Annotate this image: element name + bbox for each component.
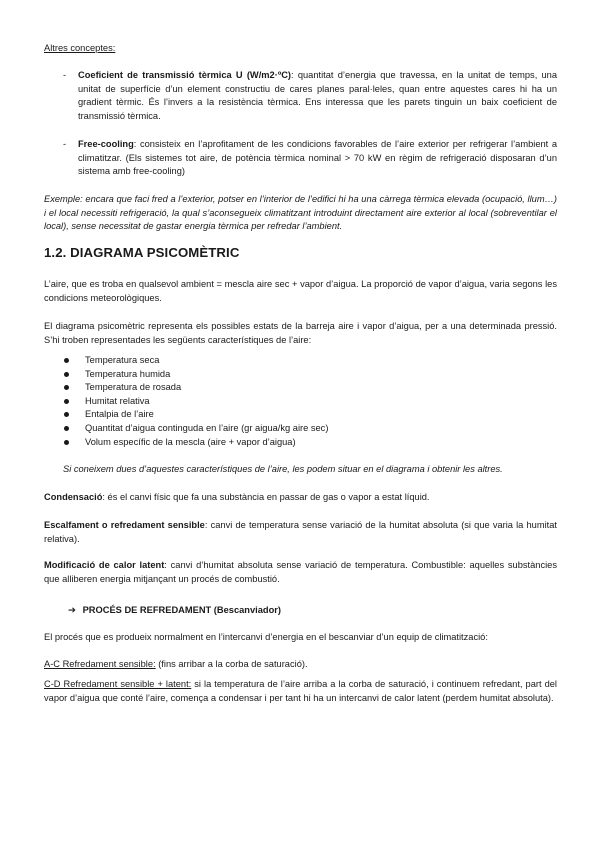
arrow-right-icon: ➔ <box>68 605 76 615</box>
italic-note: Si coneixem dues d’aquestes característiques de l’aire, les podem situar en el diagrama i obtenir les altres. <box>63 464 503 474</box>
concept-text: : consisteix en l’aprofitament de les condicions favorables de l’aire exterior per refrigerar l’ambient a climatitzar. (Els sistemes tot aire, de potència tèrmica nominal > 70 kW en règim de refrigeració disposaran d’un sistema amb free-cooling) <box>78 139 557 177</box>
concept-term: Coeficient de transmissió tèrmica U (W/m2·ºC) <box>78 70 292 80</box>
concept-term: Free-cooling <box>78 139 134 149</box>
characteristics-list <box>64 354 534 449</box>
process-title <box>68 604 281 618</box>
step-ac <box>44 658 557 672</box>
definition-text: : canvi de temperatura sense variació de la humitat absoluta (si que varia la humitat relativa). <box>44 520 557 544</box>
list-item: Quantitat d’aigua continguda en l’aire (gr aigua/kg aire sec) <box>64 422 534 436</box>
list-item: Temperatura seca <box>64 354 534 368</box>
dash-marker: - <box>63 70 67 80</box>
definition-term: Condensació <box>44 492 103 502</box>
process-title-text: PROCÉS DE REFREDAMENT (Bescanviador) <box>82 605 281 615</box>
concept-text: : quantitat d’energia que travessa, en la unitat de temps, una unitat de superfície d’un element constructiu de cares planes paral·leles, quan entre aquestes cares hi ha un gradient tèrmic. És l’invers a la resistència tèrmica. Ens interessa que les parets tinguin un baix coeficient de transmissió tèrmica. <box>78 70 558 121</box>
process-intro: El procés que es produeix normalment en l’intercanvi d’energia en el bescanviar d’un equip de climatització: <box>44 632 488 642</box>
list-item: Humitat relativa <box>64 395 534 409</box>
bullet-icon <box>64 372 69 377</box>
example-paragraph: Exemple: encara que faci fred a l’exterior, potser en l’interior de l’edifici hi ha una càrrega tèrmica elevada (ocupació, llum…) i el local necessiti refrigeració, la qual s’aconsegueix climatitzant introduint directament aire exterior al local (sobreventilar el local), sense necessitat de gastar energia tèrmica per refredar l’ambient. <box>44 194 557 232</box>
definition-condensation <box>44 491 557 505</box>
bullet-icon <box>64 385 69 390</box>
bullet-icon <box>64 440 69 445</box>
definition-sensible <box>44 519 557 546</box>
bullet-icon <box>64 426 69 431</box>
definition-text: : canvi d’humitat absoluta sense variació de temperatura. Combustible: aquelles substàncies que alliberen energia mitjançant un procés de combustió. <box>44 560 557 584</box>
section-heading: 1.2. DIAGRAMA PSICOMÈTRIC <box>44 245 240 260</box>
diagram-description: El diagrama psicomètric representa els possibles estats de la barreja aire i vapor d’aigua, per a una determinada pressió. S’hi troben representades les següents característiques de l’aire: <box>44 321 557 345</box>
bullet-icon <box>64 399 69 404</box>
bullet-icon <box>64 358 69 363</box>
step-label: C-D Refredament sensible + latent: <box>44 679 192 689</box>
definition-latent <box>44 559 557 586</box>
dash-marker: - <box>63 139 67 149</box>
step-text: si la temperatura de l’aire arriba a la corba de saturació, i continuem refredant, part del vapor d’aigua que conté l’aire, comença a condensar i per tant hi ha un intercanvi de calor latent (perdem humitat absoluta). <box>44 679 557 703</box>
step-cd <box>44 678 557 705</box>
step-text: (fins arribar a la corba de saturació). <box>155 659 308 669</box>
list-item: Entalpia de l’aire <box>64 408 534 422</box>
list-item: Volum específic de la mescla (aire + vapor d’aigua) <box>64 436 534 450</box>
definition-text: : és el canvi físic que fa una substància en passar de gas o vapor a estat líquid. <box>102 492 430 502</box>
list-item: Temperatura humida <box>64 368 534 382</box>
intro-paragraph: L’aire, que es troba en qualsevol ambient = mescla aire sec + vapor d’aigua. La proporció de vapor d’aigua, varia segons les condicions meteorològiques. <box>44 279 557 303</box>
bullet-icon <box>64 412 69 417</box>
other-concepts-title: Altres conceptes: <box>44 43 116 53</box>
list-item: Temperatura de rosada <box>64 381 534 395</box>
step-label: A-C Refredament sensible: <box>44 659 156 669</box>
definition-term: Escalfament o refredament sensible <box>44 520 205 530</box>
definition-term: Modificació de calor latent <box>44 560 165 570</box>
